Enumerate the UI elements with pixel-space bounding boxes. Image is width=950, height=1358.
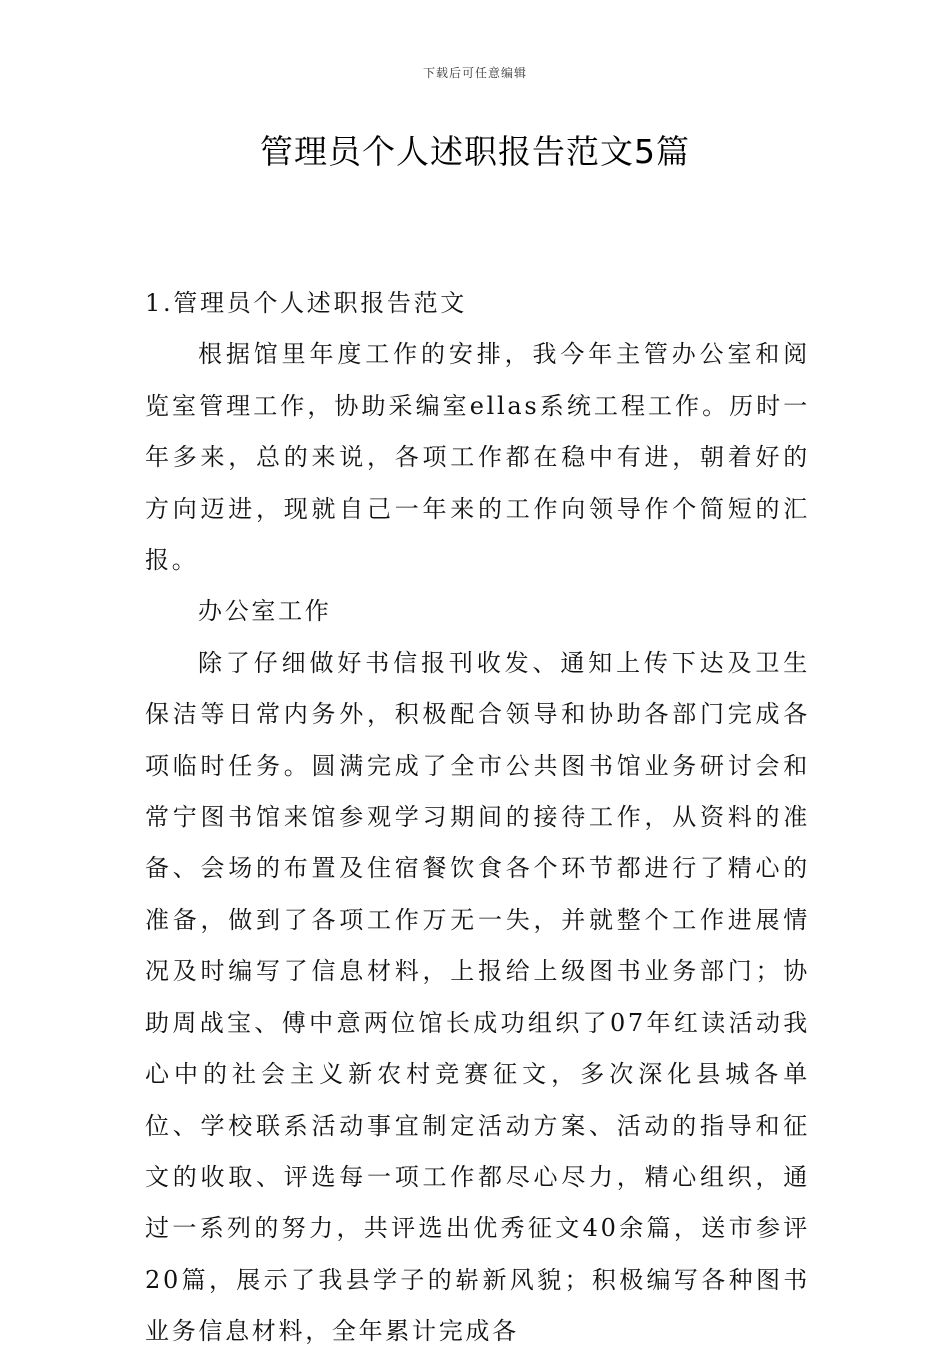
document-body	[145, 278, 810, 1358]
header-note: 下载后可任意编辑	[422, 66, 527, 80]
paragraph-office-work: 除了仔细做好书信报刊收发、通知上传下达及卫生保洁等日常内务外，积极配合领导和协助各部门完成各项临时任务。圆满完成了全市公共图书馆业务研讨会和常宁图书馆来馆参观学习期间的接待工作，从资料的准备、会场的布置及住宿餐饮食各个环节都进行了精心的准备，做到了各项工作万无一失，并就整个工作进展情况及时编写了信息材料，上报给上级图书业务部门；协助周战宝、傅中意两位馆长成功组织了07年红读活动我心中的社会主义新农村竞赛征文，多次深化县城各单位、学校联系活动事宜制定活动方案、活动的指导和征文的收取、评选每一项工作都尽心尽力，精心组织，通过一系列的努力，共评选出优秀征文40余篇，送市参评20篇，展示了我县学子的崭新风貌；积极编写各种图书业务信息材料，全年累计完成各	[145, 648, 810, 1346]
paragraph-intro: 根据馆里年度工作的安排，我今年主管办公室和阅览室管理工作，协助采编室ellas系统工程工作。历时一年多来，总的来说，各项工作都在稳中有进，朝着好的方向迈进，现就自己一年来的工作向领导作个简短的汇报。	[145, 340, 810, 575]
subheading-office-work: 办公室工作	[198, 597, 332, 626]
document-title: 管理员个人述职报告范文5篇	[260, 132, 690, 171]
section-heading: 1.管理员个人述职报告范文	[145, 289, 467, 317]
